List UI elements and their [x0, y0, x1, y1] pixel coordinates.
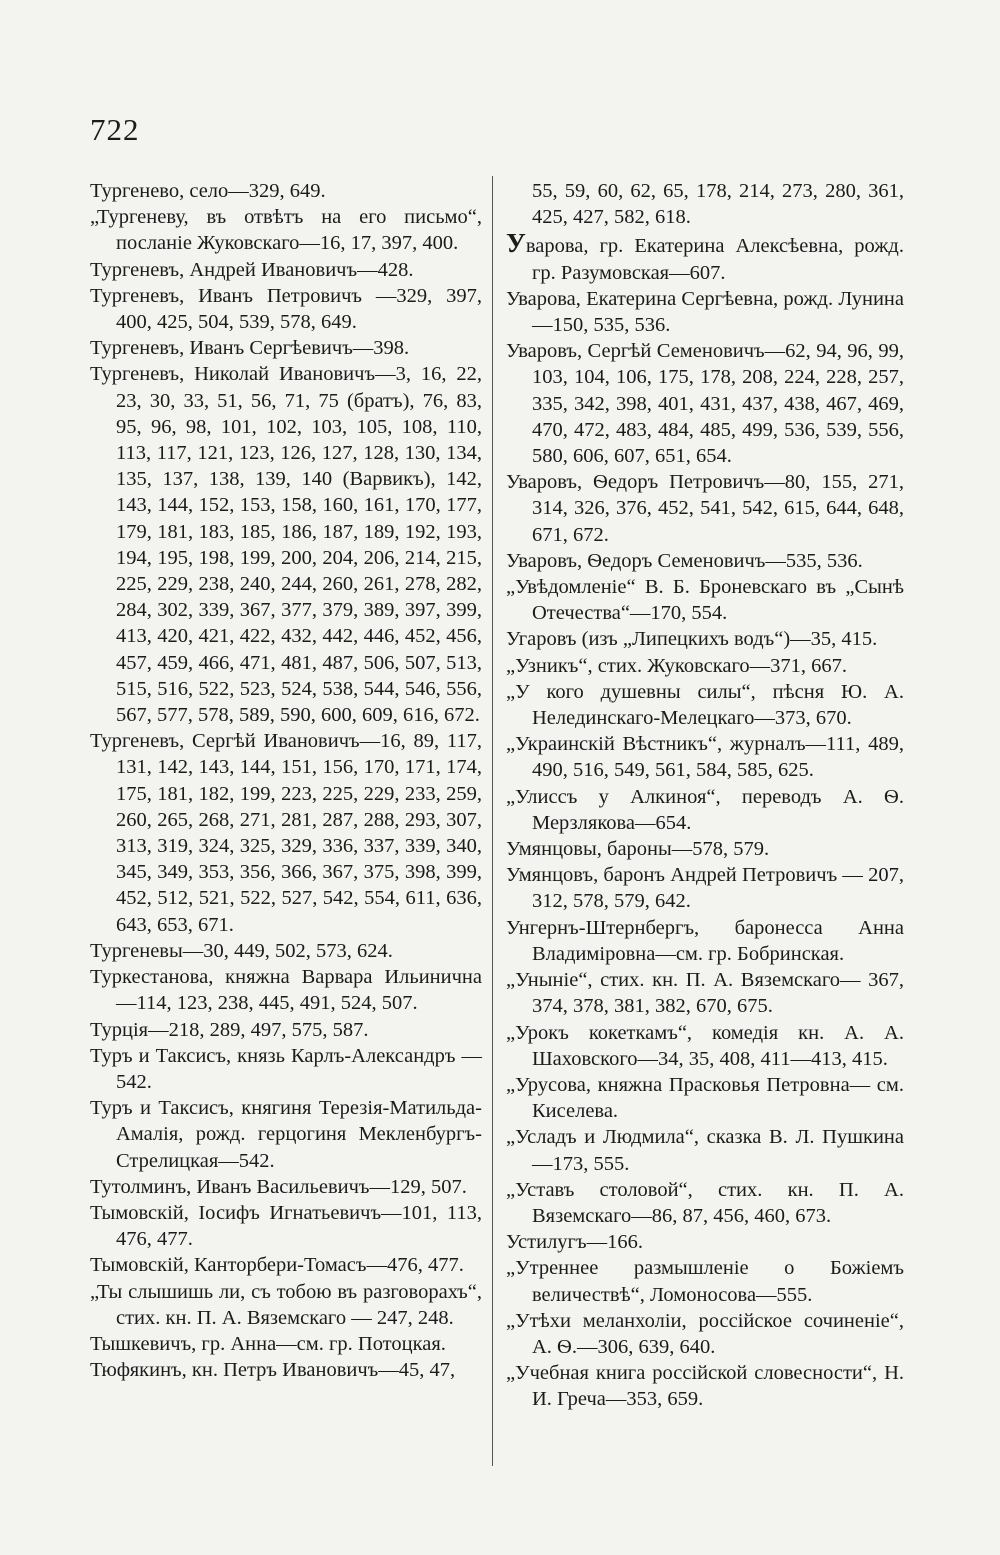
index-entry: Устилугъ—166. — [506, 1231, 643, 1254]
index-entry: Тургеневъ, Иванъ Петровичъ —329, 397, 400, 425, 504, 539, 578, 649. — [90, 284, 482, 334]
index-entry: Туркестанова, княжна Варвара Ильинична —114, 123, 238, 445, 491, 524, 507. — [90, 966, 482, 1015]
index-entry: „Урокъ кокеткамъ“, комедія кн. А. А. Шаховского—34, 35, 408, 411—413, 415. — [506, 1021, 904, 1070]
left-column — [90, 178, 482, 1383]
column-divider — [492, 176, 493, 1466]
right-column — [506, 178, 904, 1413]
index-entry: Тутолминъ, Иванъ Васильевичъ—129, 507. — [90, 1175, 467, 1198]
index-entry: Умянцовъ, баронъ Андрей Петровичъ — 207, 312, 578, 579, 642. — [506, 864, 904, 913]
index-entry: „Усладъ и Людмила“, сказка В. Л. Пушкина—173, 555. — [506, 1126, 904, 1175]
index-entry: Уварова, гр. Екатерина Алексѣевна, рожд. гр. Разумовская—607. — [506, 228, 904, 284]
index-entry: „Утѣхи меланхоліи, россійское сочиненіе“, А. Ѳ.—306, 639, 640. — [506, 1309, 904, 1358]
index-entry: Умянцовы, бароны—578, 579. — [506, 838, 770, 861]
index-entry: „Уставъ столовой“, стих. кн. П. А. Вяземскаго—86, 87, 456, 460, 673. — [506, 1178, 904, 1227]
index-entry: Тургеневъ, Андрей Ивановичъ—428. — [90, 258, 414, 281]
index-entry: Тургеневъ, Иванъ Сергѣевичъ—398. — [90, 337, 410, 360]
index-entry: Унгернъ-Штернбергъ, баронесса Анна Владиміровна—см. гр. Бобринская. — [506, 916, 904, 965]
index-entry: „Украинскій Вѣстникъ“, журналъ—111, 489, 490, 516, 549, 561, 584, 585, 625. — [506, 733, 904, 782]
index-entry: „Уныніе“, стих. кн. П. А. Вяземскаго— 367, 374, 378, 381, 382, 670, 675. — [506, 969, 904, 1018]
index-entry: Тымовскій, Канторбери-Томасъ—476, 477. — [90, 1254, 464, 1277]
page-number: 722 — [90, 112, 140, 147]
index-entry: „Тургеневу, въ отвѣтъ на его письмо“, посланіе Жуковскаго—16, 17, 397, 400. — [90, 206, 482, 255]
index-entry: Туръ и Таксисъ, княгиня Терезія-Матильда-Амалія, рожд. герцогиня Мекленбургъ-Стрелицкая—542. — [90, 1097, 482, 1172]
index-entry: Турція—218, 289, 497, 575, 587. — [90, 1018, 369, 1041]
index-entry: Тургеневы—30, 449, 502, 573, 624. — [90, 939, 393, 962]
index-entry: Тюфякинъ, кн. Петръ Ивановичъ—45, 47, — [90, 1359, 456, 1382]
index-entry: Тургеневъ, Сергѣй Ивановичъ—16, 89, 117, 131, 142, 143, 144, 151, 156, 170, 171, 174, 175, 181, 182, 199, 223, 225, 229, 233, 259, 260, 265, 268, 271, 281, 287, 288, 293, 307, 313, 319, 324, 325, 329, 336, 337, 339, 340, 345, 349, 353, 356, 366, 367, 375, 398, 399, 452, 512, 521, 522, 527, 542, 554, 611, 636, 643, 653, 671. — [90, 730, 482, 936]
index-entry: 55, 59, 60, 62, 65, 178, 214, 273, 280, 361, 425, 427, 582, 618. — [532, 180, 904, 229]
index-entry: Тышкевичъ, гр. Анна—см. гр. Потоцкая. — [90, 1332, 446, 1355]
index-entry: Туръ и Таксисъ, князь Карлъ-Александръ —542. — [90, 1044, 482, 1093]
index-entry: „Ты слышишь ли, съ тобою въ разговорахъ“, стих. кн. П. А. Вяземскаго — 247, 248. — [90, 1280, 482, 1329]
index-entry: Угаровъ (изъ „Липецкихъ водъ“)—35, 415. — [506, 628, 878, 651]
index-entry: „Учебная книга россійской словесности“, Н. И. Греча—353, 659. — [506, 1362, 904, 1411]
index-entry: „Узникъ“, стих. Жуковскаго—371, 667. — [506, 654, 848, 677]
index-entry: Уваровъ, Сергѣй Семеновичъ—62, 94, 96, 99, 103, 104, 106, 175, 178, 208, 224, 228, 257, 335, 342, 398, 401, 431, 437, 438, 467, 469, 470, 472, 483, 484, 485, 499, 536, 539, 556, 580, 606, 607, 651, 654. — [506, 340, 904, 468]
index-entry: Тургеневъ, Николай Ивановичъ—3, 16, 22, 23, 30, 33, 51, 56, 71, 75 (братъ), 76, 83, 95, 96, 98, 101, 102, 103, 105, 108, 110, 113, 117, 121, 123, 126, 127, 128, 130, 134, 135, 137, 138, 139, 140 (Варвикъ), 142, 143, 144, 152, 153, 158, 160, 161, 170, 177, 179, 181, 183, 185, 186, 187, 189, 192, 193, 194, 195, 198, 199, 200, 204, 206, 214, 215, 225, 229, 238, 240, 244, 260, 261, 278, 282, 284, 302, 339, 367, 377, 379, 389, 397, 399, 413, 420, 421, 422, 432, 442, 446, 452, 456, 457, 459, 466, 471, 481, 487, 506, 507, 513, 515, 516, 522, 523, 524, 538, 544, 546, 556, 567, 577, 578, 589, 590, 600, 609, 616, 672. — [90, 363, 482, 727]
index-entry: Тымовскій, Іосифъ Игнатьевичъ—101, 113, 476, 477. — [90, 1201, 482, 1251]
index-entry: „Утреннее размышленіе о Божіемъ величествѣ“, Ломоносова—555. — [506, 1257, 904, 1306]
index-entry: Уваровъ, Ѳедоръ Семеновичъ—535, 536. — [506, 549, 863, 572]
index-entry: Тургенево, село—329, 649. — [90, 180, 326, 202]
index-entry: Уварова, Екатерина Сергѣевна, рожд. Лунина—150, 535, 536. — [506, 287, 904, 337]
index-entry: „Увѣдомленіе“ В. Б. Броневскаго въ „Сынѣ Отечества“—170, 554. — [506, 576, 904, 625]
index-entry: „У кого душевны силы“, пѣсня Ю. А. Нелединскаго-Мелецкаго—373, 670. — [506, 680, 904, 730]
index-entry: „Урусова, княжна Прасковья Петровна— см. Киселева. — [506, 1073, 904, 1123]
index-entry: Уваровъ, Ѳедоръ Петровичъ—80, 155, 271, 314, 326, 376, 452, 541, 542, 615, 644, 648, 671, 672. — [506, 471, 904, 546]
index-entry: „Улиссъ у Алкиноя“, переводъ А. Ѳ. Мерзлякова—654. — [506, 785, 904, 834]
